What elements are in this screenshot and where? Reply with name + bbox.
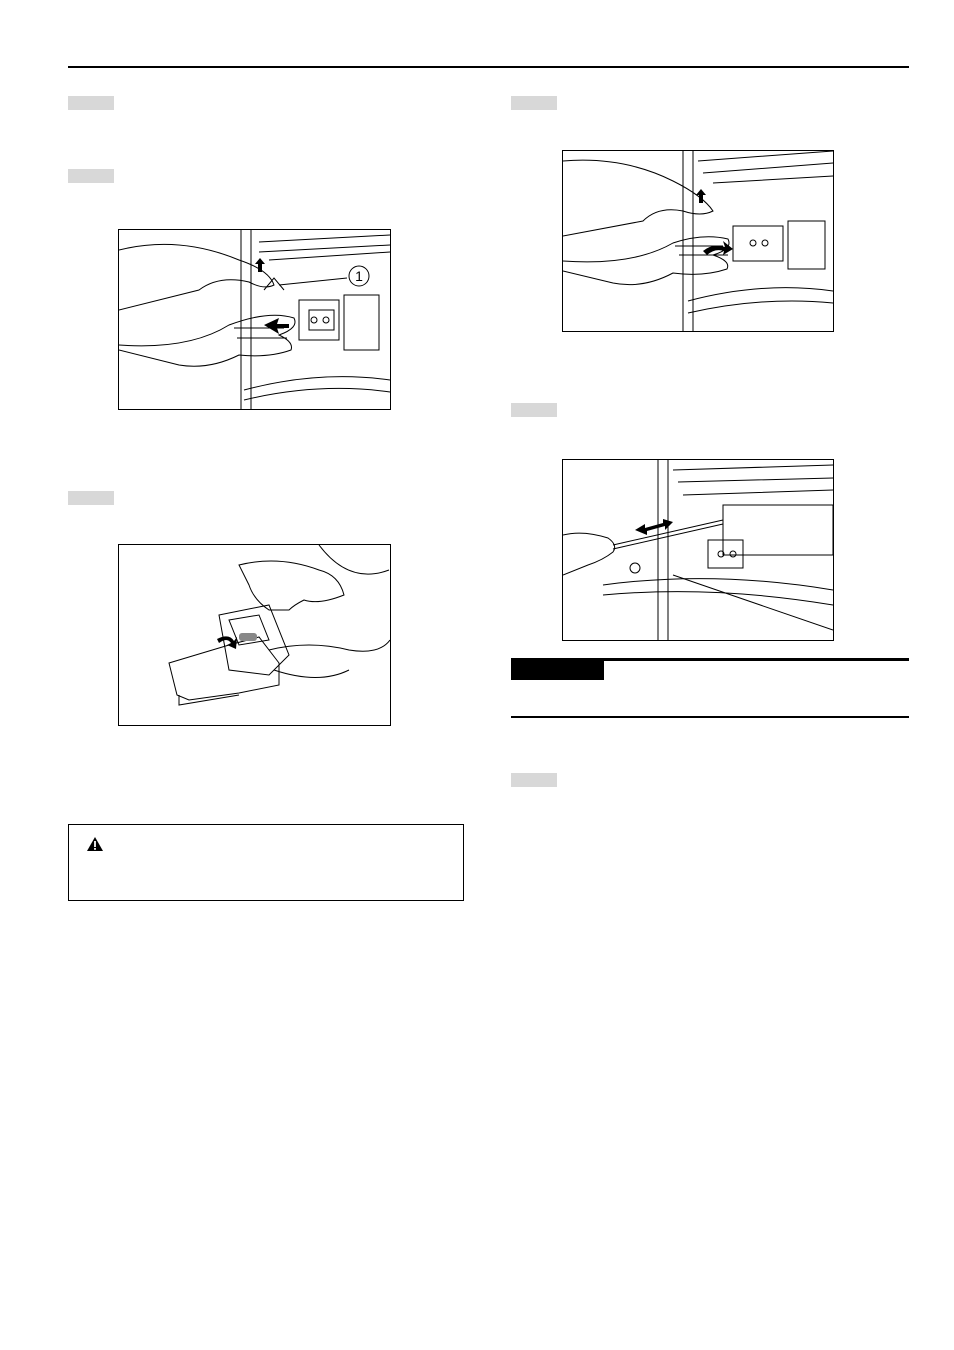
step-tab-6 [511,773,557,787]
header-rule [68,66,909,68]
note-label [511,658,604,680]
step-tab-4 [511,96,557,110]
figure-hold-cartridge [118,544,391,726]
figure-remove-unit [118,229,391,410]
illustration-push-lever [563,151,833,331]
step-tab-1 [68,96,114,110]
illustration-hold-cartridge [119,545,390,725]
illustration-clean-wire [563,460,833,640]
figure-push-lever [562,150,834,332]
note-bottom-rule [511,716,909,718]
warning-box [68,824,464,901]
step-tab-5 [511,403,557,417]
step-tab-2 [68,169,114,183]
illustration-remove-unit [119,230,390,409]
figure-clean-wire [562,459,834,641]
step-tab-3 [68,491,114,505]
callout-number-1: 1 [355,268,363,284]
warning-triangle-icon [86,836,104,852]
